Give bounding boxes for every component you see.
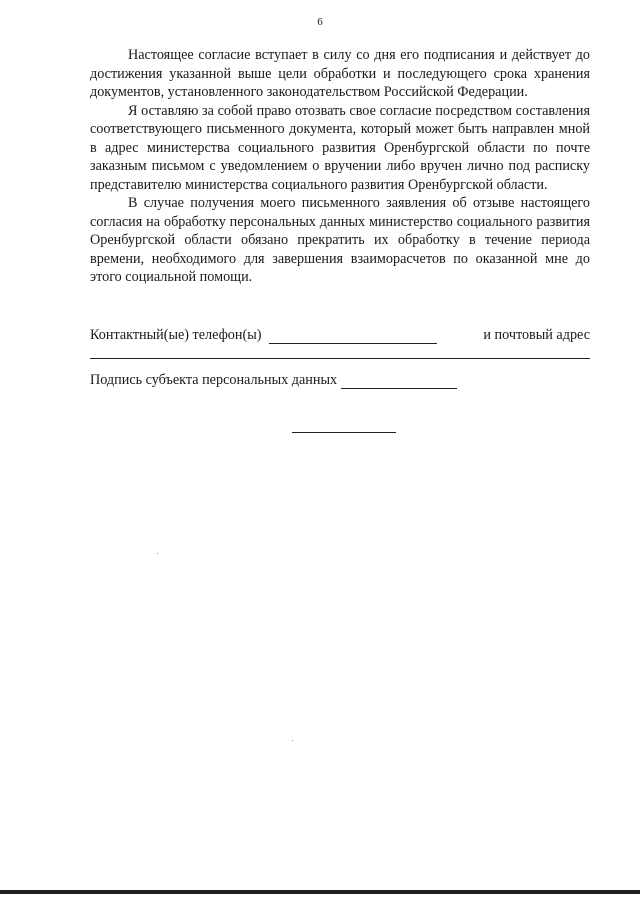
scan-edge-bar [0, 890, 640, 894]
scan-speck [292, 740, 293, 741]
paragraph-revocation-effect: В случае получения моего письменного заявления об отзыве настоящего согласия на обработку персональных данных министерство социального развития Оренбургской области обязано прекратить их обработку в течение периода времени, необходимого для завершения взаиморасчетов по оказанной мне до этого социальной помощи. [90, 195, 590, 285]
contact-block [90, 326, 590, 359]
contact-line [90, 326, 590, 344]
closing-rule [292, 432, 396, 433]
paragraph-revocation-right: Я оставляю за собой право отозвать свое согласие посредством составления соответствующего письменного документа, который может быть направлен мной в адрес министерства социального развития Оренбургской области по почте заказным письмом с уведомлением о вручении либо вручен лично под расписку представителю министерства социального развития Оренбургской области. [90, 102, 590, 193]
phone-label: Контактный(ые) телефон(ы) [90, 327, 262, 343]
signature-line [90, 372, 457, 389]
address-label: и почтовый адрес [483, 327, 590, 343]
address-blank-field[interactable] [90, 344, 590, 359]
scan-speck [157, 553, 158, 554]
phone-blank-field[interactable] [269, 329, 437, 344]
signature-label: Подпись субъекта персональных данных [90, 372, 338, 388]
page-number: 6 [317, 16, 323, 28]
consent-body [90, 46, 590, 287]
paragraph-validity: Настоящее согласие вступает в силу со дня его подписания и действует до достижения указанной выше цели обработки и последующего срока хранения документов, установленного законодательством Российской Федерации. [90, 47, 590, 100]
signature-blank-field[interactable] [341, 374, 457, 389]
